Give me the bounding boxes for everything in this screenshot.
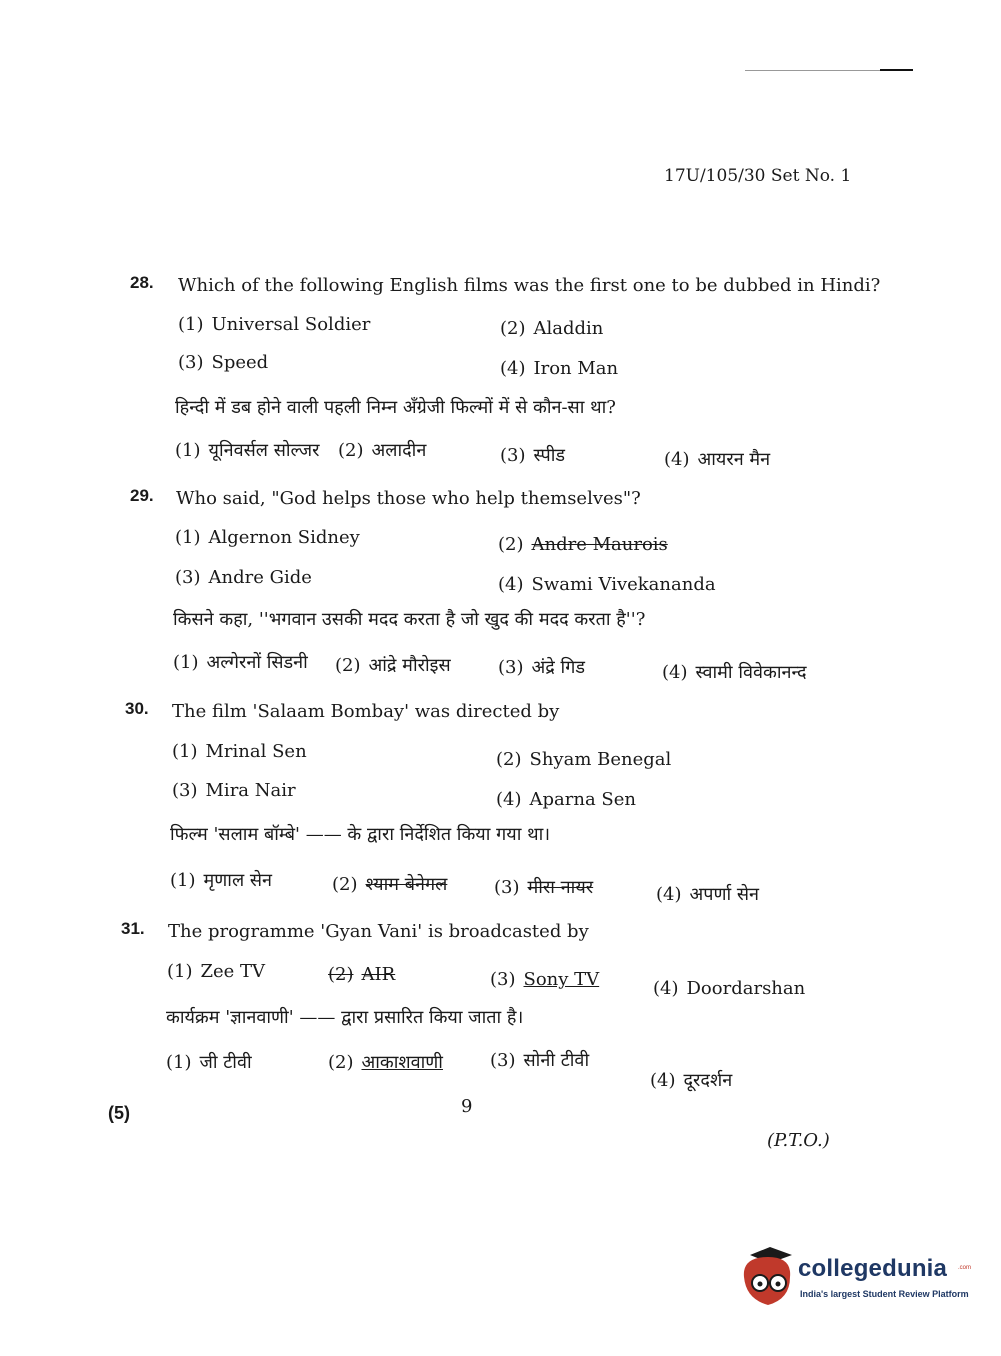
option-label: (3) [175, 567, 201, 588]
q29-hindi-option-1 [173, 650, 308, 674]
option-label: (3) [490, 1050, 516, 1071]
q28-option-3 [178, 352, 268, 373]
option-text: Speed [211, 352, 269, 373]
option-label: (2) [328, 964, 354, 985]
q28-hindi-option-4 [664, 447, 770, 471]
option-text: स्वामी विवेकानन्द [695, 662, 807, 683]
question-28-text: Which of the following English films was the first one to be dubbed in Hindi? [178, 275, 881, 296]
option-label: (1) [170, 870, 196, 891]
q30-hindi-option-4 [656, 882, 759, 906]
option-label: (4) [664, 449, 690, 470]
question-29-number: 29. [130, 486, 154, 505]
option-text: स्पीड [533, 445, 566, 466]
logo-brand: collegedunia [798, 1255, 948, 1282]
pto-label: (P.T.O.) [767, 1130, 830, 1151]
q31-hindi-option-2 [328, 1050, 443, 1074]
q31-hindi-option-4 [650, 1068, 732, 1092]
option-label: (4) [496, 789, 522, 810]
q30-option-3 [172, 780, 296, 801]
q30-hindi-option-2 [332, 872, 447, 896]
option-text: Aladdin [533, 318, 604, 339]
question-30-number: 30. [125, 699, 149, 718]
option-label: (3) [494, 877, 520, 898]
option-text: Swami Vivekananda [531, 574, 716, 595]
question-31-number: 31. [121, 919, 145, 938]
q30-hindi-option-3 [494, 875, 593, 899]
option-text: Doordarshan [686, 978, 806, 999]
logo-tagline: India's largest Student Review Platform [800, 1289, 969, 1299]
q29-hindi-option-3 [498, 655, 585, 679]
q28-hindi-option-3 [500, 443, 565, 467]
question-28-hindi: हिन्दी में डब होने वाली पहली निम्न अँग्रेजी फिल्मों में से कौन-सा था? [175, 397, 616, 418]
q29-hindi-option-2 [335, 653, 451, 677]
option-text: यूनिवर्सल सोल्जर [208, 440, 320, 461]
q28-option-4 [500, 358, 618, 379]
option-label: (2) [328, 1052, 354, 1073]
logo-suffix: .com [958, 1265, 972, 1271]
option-label: (2) [500, 318, 526, 339]
top-rule [745, 70, 913, 71]
option-label: (2) [332, 874, 358, 895]
q31-option-2 [328, 964, 395, 985]
option-label: (1) [175, 527, 201, 548]
option-text: Mrinal Sen [205, 741, 307, 762]
option-label: (2) [498, 534, 524, 555]
q29-option-1 [175, 527, 360, 548]
q29-option-3 [175, 567, 312, 588]
option-text: Algernon Sidney [208, 527, 360, 548]
option-label: (1) [173, 652, 199, 673]
option-text: अपर्णा सेन [689, 884, 760, 905]
option-label: (1) [172, 741, 198, 762]
q28-option-2 [500, 318, 603, 339]
option-text: Iron Man [533, 358, 619, 379]
option-text: आयरन मैन [697, 449, 771, 470]
option-label: (3) [178, 352, 204, 373]
option-text: Andre Maurois [531, 534, 668, 555]
option-text: Universal Soldier [211, 314, 371, 335]
question-31-hindi: कार्यक्रम 'ज्ञानवाणी' —— द्वारा प्रसारित किया जाता है। [166, 1007, 524, 1028]
logo-mascot-icon [740, 1247, 796, 1311]
option-label: (2) [338, 440, 364, 461]
option-text: आकाशवाणी [361, 1052, 443, 1073]
question-28-number: 28. [130, 273, 154, 292]
q28-option-1 [178, 314, 370, 335]
option-text: मीरा नायर [527, 877, 594, 898]
option-label: (3) [172, 780, 198, 801]
q30-option-1 [172, 741, 307, 762]
q29-option-4 [498, 574, 716, 595]
option-label: (1) [166, 1052, 192, 1073]
question-29-hindi: किसने कहा, ''भगवान उसकी मदद करता है जो खुद की मदद करता है''? [173, 609, 646, 630]
option-text: AIR [361, 964, 396, 985]
option-label: (3) [500, 445, 526, 466]
option-text: Andre Gide [208, 567, 312, 588]
q29-hindi-option-4 [662, 660, 807, 684]
question-29-text: Who said, "God helps those who help themselves"? [176, 488, 641, 509]
option-text: Shyam Benegal [529, 749, 672, 770]
q31-hindi-option-3 [490, 1048, 589, 1072]
option-text: अल्गेरनों सिडनी [206, 652, 308, 673]
option-text: Sony TV [523, 969, 600, 990]
q31-hindi-option-1 [166, 1050, 252, 1074]
q29-option-2 [498, 534, 668, 555]
option-text: अलादीन [371, 440, 427, 461]
q31-option-1 [167, 961, 265, 982]
q31-option-3 [490, 969, 599, 990]
option-label: (3) [490, 969, 516, 990]
option-label: (4) [653, 978, 679, 999]
option-label: (2) [335, 655, 361, 676]
q30-hindi-option-1 [170, 868, 272, 892]
option-label: (4) [500, 358, 526, 379]
collegedunia-logo [740, 1247, 970, 1319]
question-30-hindi: फिल्म 'सलाम बॉम्बे' —— के द्वारा निर्देशित किया गया था। [170, 824, 551, 845]
option-text: Aparna Sen [529, 789, 636, 810]
option-label: (1) [175, 440, 201, 461]
page-number: 9 [461, 1096, 473, 1117]
option-label: (1) [178, 314, 204, 335]
option-label: (4) [656, 884, 682, 905]
option-text: आंद्रे मौरोइस [368, 655, 451, 676]
q28-hindi-option-2 [338, 438, 426, 462]
q30-option-4 [496, 789, 636, 810]
option-label: (3) [498, 657, 524, 678]
q28-hindi-option-1 [175, 438, 320, 462]
option-label: (4) [662, 662, 688, 683]
option-text: अंद्रे गिड [531, 657, 585, 678]
option-label: (2) [496, 749, 522, 770]
option-label: (4) [650, 1070, 676, 1091]
option-text: श्याम बेनेगल [365, 874, 448, 895]
paper-code: (5) [108, 1103, 130, 1123]
question-31-text: The programme 'Gyan Vani' is broadcasted by [168, 921, 589, 942]
set-number: 17U/105/30 Set No. 1 [664, 166, 852, 186]
option-text: Zee TV [200, 961, 266, 982]
option-text: Mira Nair [205, 780, 296, 801]
question-30-text: The film 'Salaam Bombay' was directed by [172, 701, 560, 722]
option-text: मृणाल सेन [203, 870, 273, 891]
option-text: दूरदर्शन [683, 1070, 733, 1091]
option-text: सोनी टीवी [523, 1050, 590, 1071]
q30-option-2 [496, 749, 671, 770]
option-label: (1) [167, 961, 193, 982]
option-text: जी टीवी [199, 1052, 252, 1073]
q31-option-4 [653, 978, 805, 999]
option-label: (4) [498, 574, 524, 595]
